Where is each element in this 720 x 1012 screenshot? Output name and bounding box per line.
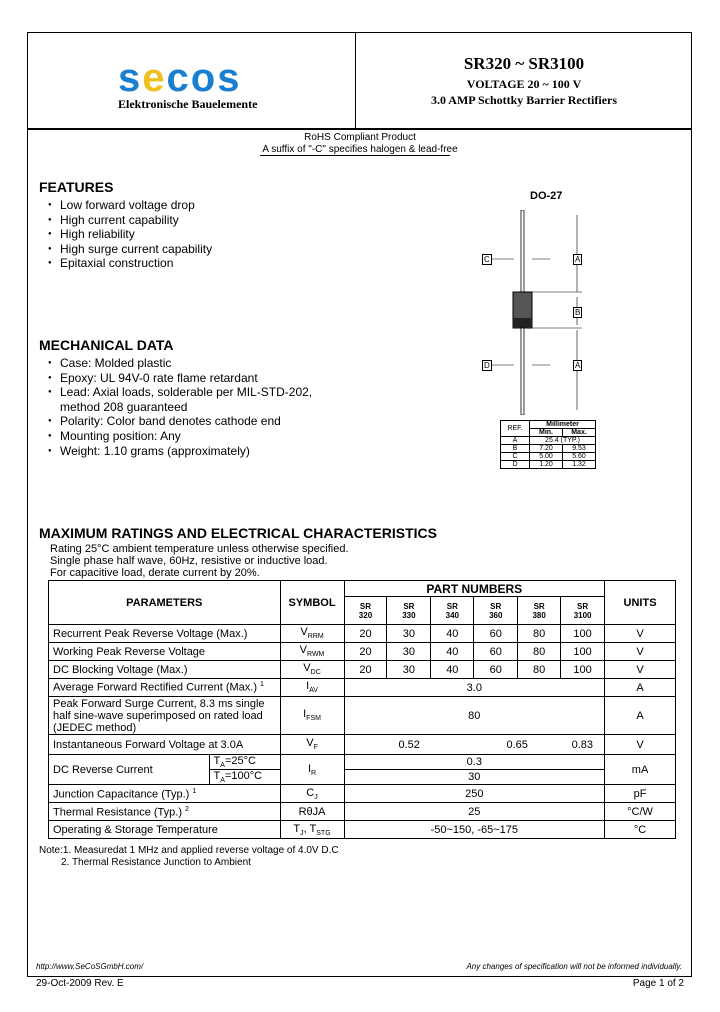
table-row: Average Forward Rectified Current (Max.) $^1$ $I_{AV}$ 3.0 A [49, 679, 676, 697]
part-range: SR320 ~ SR3100 [463, 54, 585, 73]
footer-date: 29-Oct-2009 Rev. E [36, 978, 124, 989]
feature-item: ● High reliability [39, 227, 212, 242]
package-name: DO-27 [530, 190, 563, 202]
features-list [39, 198, 212, 271]
lead-top [521, 210, 524, 292]
rohs-line-2: A suffix of "-C" specifies halogen & lead-free [262, 144, 458, 155]
footer-page: Page 1 of 2 [632, 978, 684, 989]
dim-ref: B [501, 445, 530, 453]
feature-item: ● Epitaxial construction [39, 256, 212, 271]
mechanical-title: MECHANICAL DATA [39, 337, 174, 353]
dim-label-d: D [484, 361, 490, 370]
dim-value: 25.4 (TYP.) [530, 437, 596, 445]
table-row: DC Blocking Voltage (Max.) $V_{DC}$ 20 30 40 60 80 100 V [49, 661, 676, 679]
note-1: Note:1. Measuredat 1 MHz and applied reverse voltage of 4.0V D.C [39, 845, 339, 856]
dim-min-header: Min. [530, 429, 563, 437]
dim-ref: C [501, 453, 530, 461]
ratings-title: MAXIMUM RATINGS AND ELECTRICAL CHARACTERISTICS [39, 525, 437, 541]
product-description: 3.0 AMP Schottky Barrier Rectifiers [430, 93, 618, 107]
dim-min: 1.20 [530, 461, 563, 469]
part-number: SR 3100 [561, 597, 605, 625]
footer-url[interactable]: http://www.SeCoSGmbH.com/ [36, 962, 144, 971]
lead-bottom [521, 328, 524, 415]
mechanical-item: ● Weight: 1.10 grams (approximately) [39, 444, 312, 459]
header-part-numbers: PART NUMBERS [344, 581, 605, 597]
mechanical-item: ● Case: Molded plastic [39, 356, 312, 371]
part-number: SR 380 [518, 597, 561, 625]
mechanical-list [39, 356, 312, 458]
dim-label-a: A [575, 255, 581, 264]
mechanical-lead-text: Lead: Axial loads, solderable per MIL-STD-202, [60, 385, 313, 400]
feature-item: ● High surge current capability [39, 242, 212, 257]
part-number: SR 330 [387, 597, 431, 625]
dim-ref: D [501, 461, 530, 469]
voltage-range: VOLTAGE 20 ~ 100 V [466, 77, 582, 91]
part-number: SR 340 [431, 597, 474, 625]
dim-min: 5.00 [530, 453, 563, 461]
dim-ref: A [501, 437, 530, 445]
rohs-underline [260, 155, 450, 156]
mechanical-item [39, 385, 312, 414]
features-title: FEATURES [39, 179, 114, 195]
dim-max: 5.60 [563, 453, 596, 461]
part-number: SR 360 [474, 597, 518, 625]
rating-note-2: Single phase half wave, 60Hz, resistive or inductive load. [50, 555, 328, 567]
dim-min: 7.20 [530, 445, 563, 453]
dim-max-header: Max. [563, 429, 596, 437]
cathode-band [513, 318, 532, 328]
dim-max: 9.53 [563, 445, 596, 453]
table-row: Working Peak Reverse Voltage $V_{RWM}$ 20 30 40 60 80 100 V [49, 643, 676, 661]
feature-item: ● High current capability [39, 213, 212, 228]
table-row: Peak Forward Surge Current, 8.3 ms single half sine-wave superimposed on rated load (JEDEC method) $I_{FSM}$ 80 A [49, 697, 676, 735]
rating-note-3: For capacitive load, derate current by 20%. [50, 567, 260, 579]
secos-logo: secos [118, 56, 242, 100]
table-row: Thermal Resistance (Typ.) $^2$ RθJA 25 °C/W [49, 803, 676, 821]
header-symbol: SYMBOL [280, 581, 344, 625]
rating-note-1: Rating 25°C ambient temperature unless otherwise specified. [50, 543, 349, 555]
table-row: Recurrent Peak Reverse Voltage (Max.) $V_{RRM}$ 20 30 40 60 80 100 V [49, 625, 676, 643]
ratings-table [48, 580, 676, 839]
note-2: 2. Thermal Resistance Junction to Ambient [61, 857, 251, 868]
rohs-line-1: RoHS Compliant Product [304, 132, 416, 143]
table-row: Instantaneous Forward Voltage at 3.0A $V_F$ 0.52 0.65 0.83 V [49, 735, 676, 755]
dim-label-b: B [575, 308, 581, 317]
table-row: 30 [49, 770, 676, 785]
dim-label-a2: A [575, 361, 581, 370]
part-number: SR 320 [344, 597, 387, 625]
header-units: UNITS [605, 581, 676, 625]
logo-subtitle: Elektronische Bauelemente [118, 97, 258, 111]
mechanical-item: ● Mounting position: Any [39, 429, 312, 444]
header-parameters: PARAMETERS [49, 581, 281, 625]
mechanical-item: ● Epoxy: UL 94V-0 rate flame retardant [39, 371, 312, 386]
feature-item: ● Low forward voltage drop [39, 198, 212, 213]
table-row: Junction Capacitance (Typ.) $^1$ $C_J$ 250 pF [49, 785, 676, 803]
dimension-table [500, 420, 596, 469]
dim-ref-header: REF. [501, 421, 530, 437]
mechanical-lead-cont: method 208 guaranteed [60, 399, 188, 414]
footer-disclaimer: Any changes of specification will not be informed individually. [466, 962, 682, 971]
dim-max: 1.32 [563, 461, 596, 469]
dim-label-c: C [484, 255, 490, 264]
table-row: DC Reverse Current $T_A=25^\circ C$ $T_A=100^\circ C$ $I_R$ 0.3 mA [49, 755, 676, 770]
mechanical-item: ● Polarity: Color band denotes cathode end [39, 414, 312, 429]
table-row: Operating & Storage Temperature $T_J$, $T_{STG}$ -50~150, -65~175 °C [49, 821, 676, 839]
dim-unit-header: Millimeter [530, 421, 596, 429]
